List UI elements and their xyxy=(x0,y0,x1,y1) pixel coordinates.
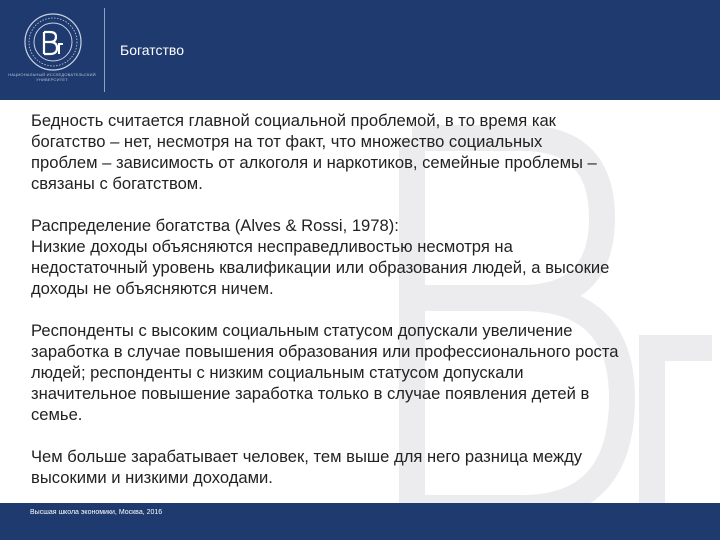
paragraph-distribution: Распределение богатства (Alves & Rossi, 1978): Низкие доходы объясняются несправедливостью несмотря на недостаточный уровень квалификации или образования людей, а высокие доходы не объясняются ничем. xyxy=(31,216,610,298)
footer-text: Высшая школа экономики, Москва, 2016 xyxy=(30,509,163,516)
slide-title: Богатство xyxy=(120,42,184,58)
paragraph-income-gap: Чем больше зарабатывает человек, тем выше для него разница между высокими и низкими доходами. xyxy=(31,447,583,487)
footer-bar xyxy=(0,503,720,540)
slide-body xyxy=(31,110,671,509)
logo-caption: НАЦИОНАЛЬНЫЙ ИССЛЕДОВАТЕЛЬСКИЙ УНИВЕРСИТЕТ xyxy=(8,72,96,82)
header-divider xyxy=(104,8,105,92)
paragraph-respondents: Респонденты с высоким социальным статусом допускали увеличение заработка в случае повышения образования или профессионального роста людей; респонденты с низким социальным статусом допускали значительное повышение заработка только в случае появления детей в семье. xyxy=(31,321,619,424)
paragraph-poverty: Бедность считается главной социальной проблемой, в то время как богатство – нет, несмотря на тот факт, что множество социальных проблем – зависимость от алкоголя и наркотиков, семейные проблемы – связаны с богатством. xyxy=(31,111,597,193)
header-bar xyxy=(0,0,720,100)
